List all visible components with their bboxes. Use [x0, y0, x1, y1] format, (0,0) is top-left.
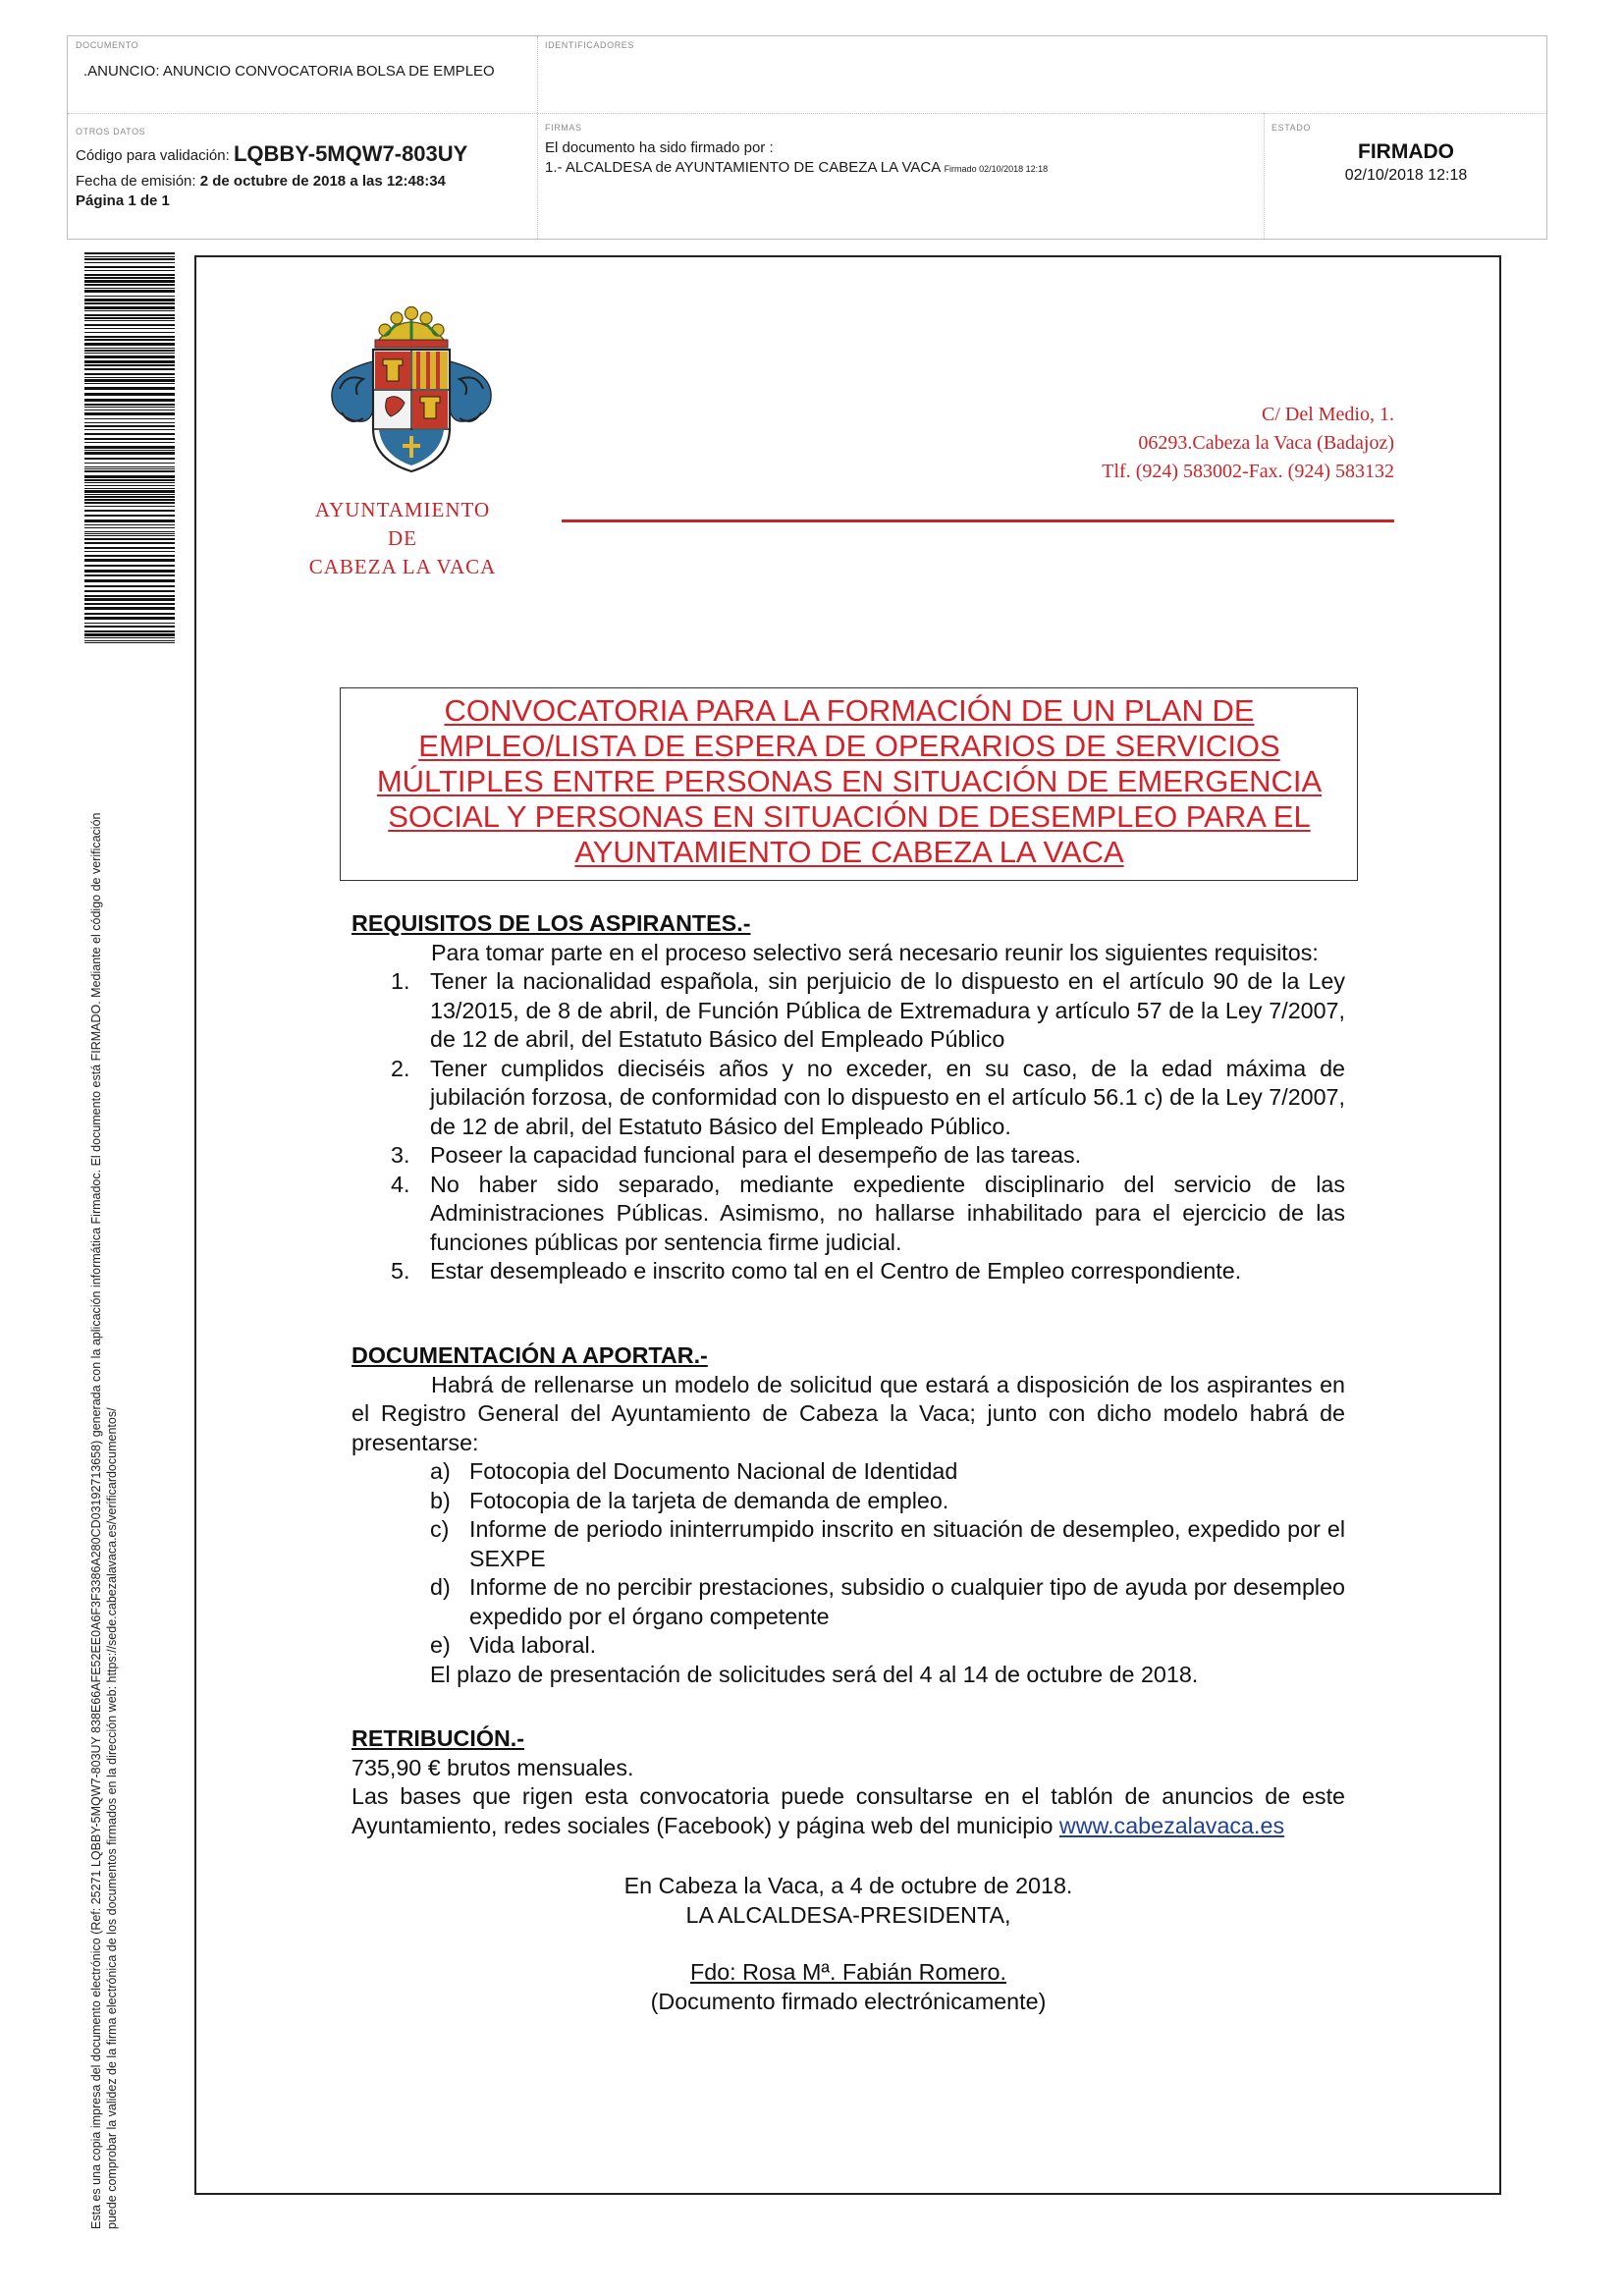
item-text: Poseer la capacidad funcional para el desempeño de las tareas.: [430, 1142, 1082, 1168]
page-count: Página 1 de 1: [76, 192, 170, 209]
item-text: Tener cumplidos dieciséis años y no exceder, en su caso, de la edad máxima de jubilación forzosa, de conformidad con lo dispuesto en el artículo 56.1 c) de la Ley 7/2007, de 12 de abril, del Estatuto Básico del Empleado Público.: [430, 1055, 1345, 1139]
item-number: 3.: [391, 1142, 410, 1168]
document-metadata-header: [67, 35, 1547, 240]
requisitos-section: [352, 909, 1345, 1286]
list-item: [352, 1631, 1345, 1661]
list-item: [352, 1141, 1345, 1171]
list-item: [352, 1573, 1345, 1631]
validation-code: LQBBY-5MQW7-803UY: [233, 141, 468, 166]
signer-full-name: Fdo: Rosa Mª. Fabián Romero.: [690, 1959, 1006, 1985]
list-item: [352, 1457, 1345, 1487]
retribucion-section: [352, 1724, 1345, 1840]
document-title: CONVOCATORIA PARA LA FORMACIÓN DE UN PLAN DE EMPLEO/LISTA DE ESPERA DE OPERARIOS DE SERVICIOS MÚLTIPLES ENTRE PERSONAS EN SITUACIÓN DE EMERGENCIA SOCIAL Y PERSONAS EN SITUACIÓN DE DESEMPLEO PARA EL AYUNTAMIENTO DE CABEZA LA VACA: [376, 693, 1323, 869]
header-divider: [537, 36, 538, 239]
documento-value: .ANUNCIO: ANUNCIO CONVOCATORIA BOLSA DE EMPLEO: [83, 63, 495, 80]
status-value: FIRMADO: [1358, 140, 1454, 163]
estado-label: ESTADO: [1271, 123, 1311, 133]
signer-line: [545, 158, 1048, 179]
identificadores-label: IDENTIFICADORES: [545, 40, 635, 50]
list-item: [352, 967, 1345, 1055]
item-text: Vida laboral.: [469, 1632, 597, 1658]
fecha-label: Fecha de emisión:: [76, 173, 196, 190]
status-date: 02/10/2018 12:18: [1344, 167, 1468, 184]
validation-code-line: [76, 141, 468, 166]
item-text: No haber sido separado, mediante expediente disciplinario del servicio de las Administraciones Públicas. Asimismo, no hallarse inhabilitado para el ejercicio de las funciones públicas por sentencia firme judicial.: [430, 1171, 1345, 1255]
firmas-label: FIRMAS: [545, 123, 582, 133]
address-street: C/ Del Medio, 1.: [1262, 404, 1394, 425]
item-text: Informe de no percibir prestaciones, subsidio o cualquier tipo de ayuda por desempleo expedido por el órgano competente: [469, 1574, 1345, 1629]
item-number: 1.: [391, 968, 410, 994]
list-item: [352, 1257, 1345, 1286]
place-date: En Cabeza la Vaca, a 4 de octubre de 2018.: [623, 1873, 1073, 1898]
letterhead-address: [1102, 401, 1394, 486]
item-letter: c): [430, 1516, 450, 1542]
verification-barcode: [84, 252, 175, 643]
retribucion-amount: 735,90 € brutos mensuales.: [352, 1754, 634, 1780]
list-item: [352, 1171, 1345, 1258]
signature-block: [352, 1872, 1345, 2016]
item-number: 5.: [391, 1258, 410, 1284]
codigo-label: Código para validación:: [76, 147, 230, 164]
item-letter: a): [430, 1458, 451, 1484]
list-item: [352, 1515, 1345, 1573]
signed-by-label: El documento ha sido firmado por :: [545, 139, 774, 156]
item-text: Fotocopia del Documento Nacional de Identidad: [469, 1458, 958, 1484]
documentacion-intro: Habrá de rellenarse un modelo de solicitud que estará a disposición de los aspirantes en el Registro General del Ayuntamiento de Cabeza la Vaca; junto con dicho modelo habrá de presentarse:: [352, 1371, 1345, 1455]
municipality-website-link[interactable]: www.cabezalavaca.es: [1058, 1812, 1285, 1838]
otros-datos-label: OTROS DATOS: [76, 127, 146, 137]
address-city: 06293.Cabeza la Vaca (Badajoz): [1138, 432, 1394, 454]
ayto-line-3: CABEZA LA VACA: [308, 555, 497, 578]
item-letter: b): [430, 1487, 451, 1513]
documentacion-section: [352, 1341, 1345, 1689]
address-phone-fax: Tlf. (924) 583002-Fax. (924) 583132: [1102, 461, 1394, 482]
bases-paragraph: [352, 1782, 1345, 1840]
ayto-line-2: DE: [388, 526, 417, 550]
item-letter: d): [430, 1574, 451, 1600]
item-text: Informe de periodo ininterrumpido inscrito en situación de desempleo, expedido por el SEXPE: [469, 1516, 1345, 1571]
documento-label: DOCUMENTO: [76, 40, 139, 50]
item-text: Fotocopia de la tarjeta de demanda de empleo.: [469, 1487, 949, 1513]
documentacion-heading: DOCUMENTACIÓN A APORTAR.-: [352, 1342, 708, 1368]
item-text: Tener la nacionalidad española, sin perjuicio de lo dispuesto en el artículo 90 de la Ley 13/2015, de 8 de abril, de Función Pública de Extremadura y artículo 57 de la Ley 7/2007, de 12 de abril, del Estatuto Básico del Empleado Público: [430, 968, 1345, 1052]
letterhead-municipality-name: [285, 496, 520, 581]
notice-line-1: Esta es una copia impresa del documento electrónico (Ref: 25271 LQBBY-5MQW7-803UY 838E66AFE52EE0A6F3F3386A280CD03192713658) generada con la aplicación informática Firmadoc. El documento está FIRMADO. Mediante el código de verificación: [89, 812, 103, 2229]
item-number: 2.: [391, 1055, 410, 1081]
electronic-copy-notice: [88, 638, 120, 2229]
item-letter: e): [430, 1632, 451, 1658]
issue-date-line: [76, 172, 446, 191]
item-text: Estar desempleado e inscrito como tal en el Centro de Empleo correspondiente.: [430, 1258, 1242, 1284]
coat-of-arms-logo: [324, 302, 499, 484]
signer-date: Firmado 02/10/2018 12:18: [944, 164, 1049, 174]
header-divider: [68, 113, 1546, 114]
issue-date: 2 de octubre de 2018 a las 12:48:34: [199, 173, 446, 190]
item-number: 4.: [391, 1171, 410, 1197]
signer-name: 1.- ALCALDESA de AYUNTAMIENTO DE CABEZA LA VACA: [545, 159, 941, 176]
ayto-line-1: AYUNTAMIENTO: [314, 498, 491, 521]
signer-title: LA ALCALDESA-PRESIDENTA,: [685, 1901, 1011, 1928]
plazo-text: El plazo de presentación de solicitudes será del 4 al 14 de octubre de 2018.: [430, 1661, 1199, 1687]
list-item: [352, 1487, 1345, 1516]
bases-text: Las bases que rigen esta convocatoria puede consultarse en el tablón de anuncios de este Ayuntamiento, redes sociales (Facebook) y página web del municipio: [352, 1783, 1345, 1838]
notice-line-2: puede comprobar la validez de la firma electrónica de los documentos firmados en la dirección web: https://sede.cabezalavaca.es/verificardocumentos/: [105, 1407, 119, 2229]
letterhead-divider: [562, 519, 1394, 522]
requisitos-intro: Para tomar parte en el proceso selectivo será necesario reunir los siguientes requisitos:: [431, 939, 1319, 965]
requisitos-heading: REQUISITOS DE LOS ASPIRANTES.-: [352, 910, 751, 936]
signature-note: (Documento firmado electrónicamente): [650, 1988, 1047, 2014]
list-item: [352, 1055, 1345, 1142]
retribucion-heading: RETRIBUCIÓN.-: [352, 1725, 525, 1751]
